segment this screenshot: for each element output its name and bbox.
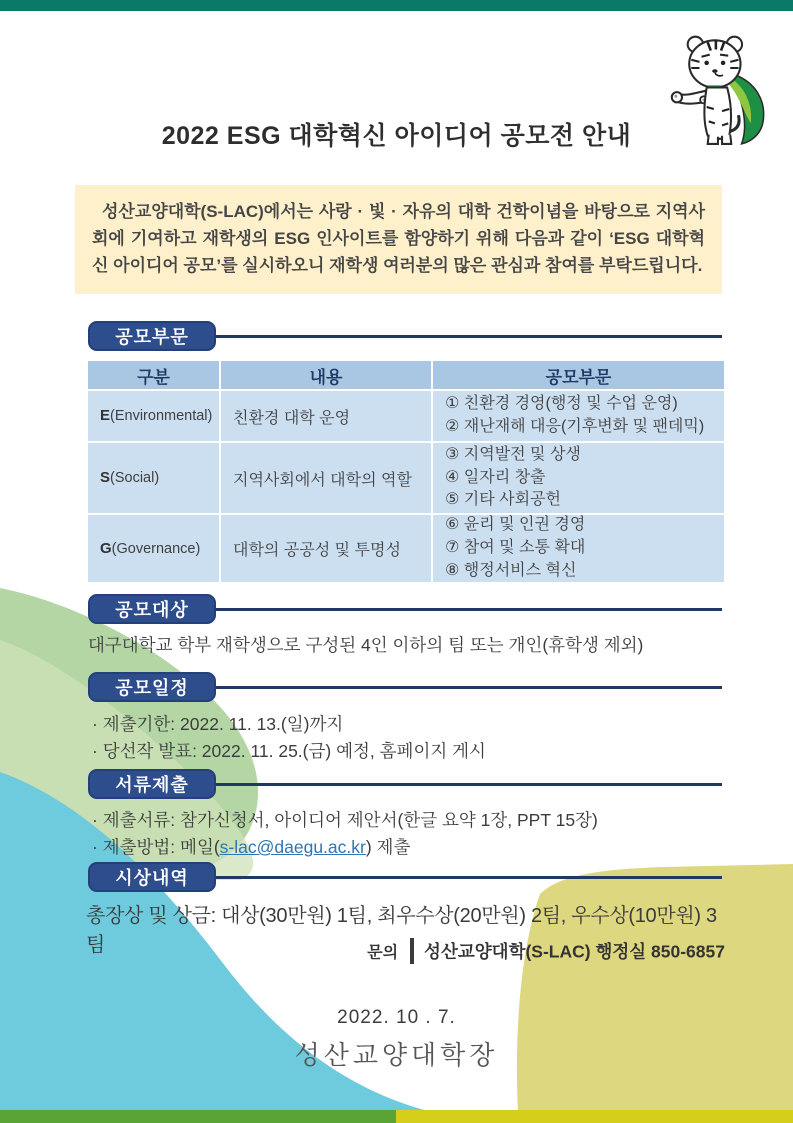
table-cell-category (88, 443, 219, 513)
table-header-cell: 공모부문 (433, 361, 724, 389)
footer-date: 2022. 10 . 7. (337, 1007, 456, 1028)
section-header-category (88, 321, 722, 353)
category-table (88, 361, 722, 582)
category-letter: S (100, 469, 111, 486)
table-cell-category (88, 515, 219, 582)
badge-awards: 시상내역 (88, 862, 216, 892)
eligibility-text: 대구대학교 학부 재학생으로 구성된 4인 이하의 팀 또는 개인(휴학생 제외) (88, 635, 644, 655)
table-item: ⑦ 참여 및 소통 확대 (445, 539, 586, 557)
submission-method-prefix: · 제출방법: 메일( (92, 837, 220, 858)
contact-divider-bar (410, 938, 414, 964)
badge-submission: 서류제출 (88, 769, 216, 799)
section-header-awards (88, 862, 722, 894)
contact-value: 성산교양대학(S-LAC) 행정실 850-6857 (424, 941, 725, 962)
schedule-list (92, 711, 486, 765)
section-rule (198, 783, 722, 786)
table-cell-content: 친환경 대학 운영 (221, 391, 431, 441)
category-word: (Social) (110, 470, 160, 486)
badge-schedule: 공모일정 (88, 672, 216, 702)
contact-label: 문의 (367, 944, 399, 962)
section-rule (198, 876, 722, 879)
section-rule (198, 686, 722, 689)
schedule-item: · 당선작 발표: 2022. 11. 25.(금) 예정, 홈페이지 게시 (92, 741, 486, 762)
schedule-item: · 제출기한: 2022. 11. 13.(일)까지 (92, 714, 344, 734)
contact-line (367, 938, 725, 964)
awards-text: 총장상 및 상금: 대상(30만원) 1팀, 최우수상(20만원) 2팀, 우수상(10만원) 3팀 (86, 905, 717, 956)
table-item: ① 친환경 경영(행정 및 수업 운영) (445, 395, 678, 413)
table-header-cell: 구분 (88, 361, 219, 389)
table-item: ⑤ 기타 사회공헌 (445, 491, 561, 509)
submission-method-suffix: ) 제출 (365, 837, 411, 858)
table-cell-content: 대학의 공공성 및 투명성 (221, 515, 431, 582)
badge-contest-category: 공모부문 (88, 321, 216, 351)
submission-item (92, 834, 598, 861)
intro-paragraph: 성산교양대학(S-LAC)에서는 사랑 · 빛 · 자유의 대학 건학이념을 바탕으로 지역사회에 기여하고 재학생의 ESG 인사이트를 함양하기 위해 다음과 같이 ‘ESG 대학혁신 아이디어 공모’를 실시하오니 재학생 여러분의 많은 관심과 참여를 부탁드립니다. (75, 185, 722, 294)
section-header-schedule (88, 672, 722, 704)
page-title: 2022 ESG 대학혁신 아이디어 공모전 안내 (161, 122, 632, 150)
table-item: ④ 일자리 창출 (445, 468, 546, 486)
table-cell-items (433, 391, 724, 441)
table-item: ② 재난재해 대응(기후변화 및 팬데믹) (445, 418, 705, 435)
section-rule (198, 608, 722, 611)
badge-eligibility: 공모대상 (88, 594, 216, 624)
table-cell-items (433, 443, 724, 513)
submission-item: · 제출서류: 참가신청서, 아이디어 제안서(한글 요약 1장, PPT 15장) (92, 810, 598, 830)
category-letter: E (100, 407, 111, 424)
section-rule (198, 335, 722, 338)
category-letter: G (100, 539, 112, 557)
submission-list (92, 807, 598, 861)
section-header-submission (88, 769, 722, 801)
category-word: (Governance) (111, 540, 201, 557)
table-item: ⑧ 행정서비스 혁신 (445, 561, 577, 579)
section-header-eligibility (88, 594, 722, 626)
table-header-cell: 내용 (221, 361, 431, 389)
table-cell-items (433, 515, 724, 582)
email-link[interactable]: s-lac@daegu.ac.kr (219, 837, 366, 858)
category-word: (Environmental) (110, 408, 213, 424)
table-item: ⑥ 윤리 및 인권 경영 (445, 516, 586, 534)
footer-signature: 성산교양대학장 (294, 1040, 499, 1070)
table-cell-content: 지역사회에서 대학의 역할 (221, 443, 431, 513)
table-item: ③ 지역발전 및 상생 (445, 445, 581, 463)
table-cell-category (88, 391, 219, 441)
